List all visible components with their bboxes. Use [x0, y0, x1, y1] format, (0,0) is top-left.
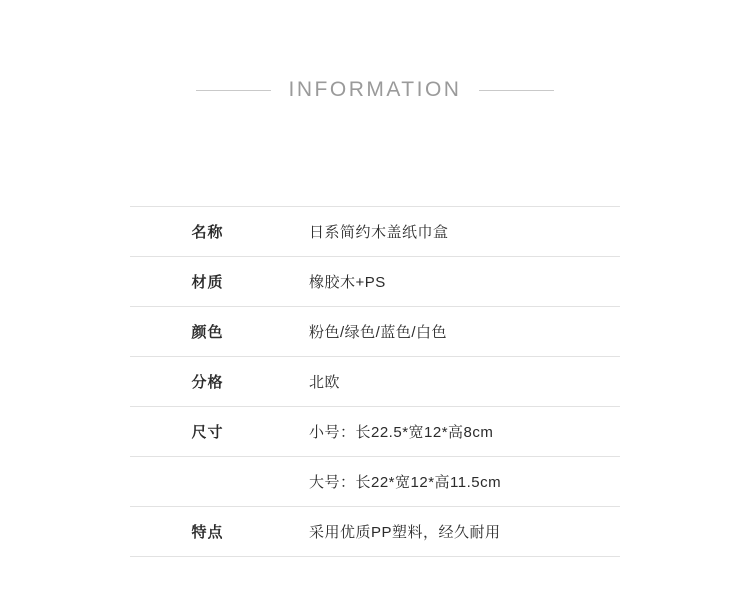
- spec-value: 采用优质PP塑料，经久耐用: [285, 507, 620, 557]
- spec-label: 尺寸: [130, 407, 285, 457]
- header-rule-left: [196, 90, 271, 91]
- section-header: [0, 78, 750, 102]
- table-row: [130, 207, 620, 257]
- spec-label: 材质: [130, 257, 285, 307]
- table-row: [130, 257, 620, 307]
- specification-table: [130, 206, 620, 557]
- table-row: [130, 507, 620, 557]
- table-row: [130, 357, 620, 407]
- table-row: [130, 457, 620, 507]
- spec-value: 北欧: [285, 357, 620, 407]
- spec-label: 颜色: [130, 307, 285, 357]
- header-rule-right: [479, 90, 554, 91]
- spec-label: 分格: [130, 357, 285, 407]
- spec-value: 日系简约木盖纸巾盒: [285, 207, 620, 257]
- spec-value: 粉色/绿色/蓝色/白色: [285, 307, 620, 357]
- spec-value: 大号：长22*宽12*高11.5cm: [285, 457, 620, 507]
- spec-label: 特点: [130, 507, 285, 557]
- spec-label: 名称: [130, 207, 285, 257]
- spec-value: 小号：长22.5*宽12*高8cm: [285, 407, 620, 457]
- spec-value: 橡胶木+PS: [285, 257, 620, 307]
- table-row: [130, 307, 620, 357]
- table-row: [130, 407, 620, 457]
- page-title: INFORMATION: [288, 78, 462, 101]
- spec-label: [130, 457, 285, 507]
